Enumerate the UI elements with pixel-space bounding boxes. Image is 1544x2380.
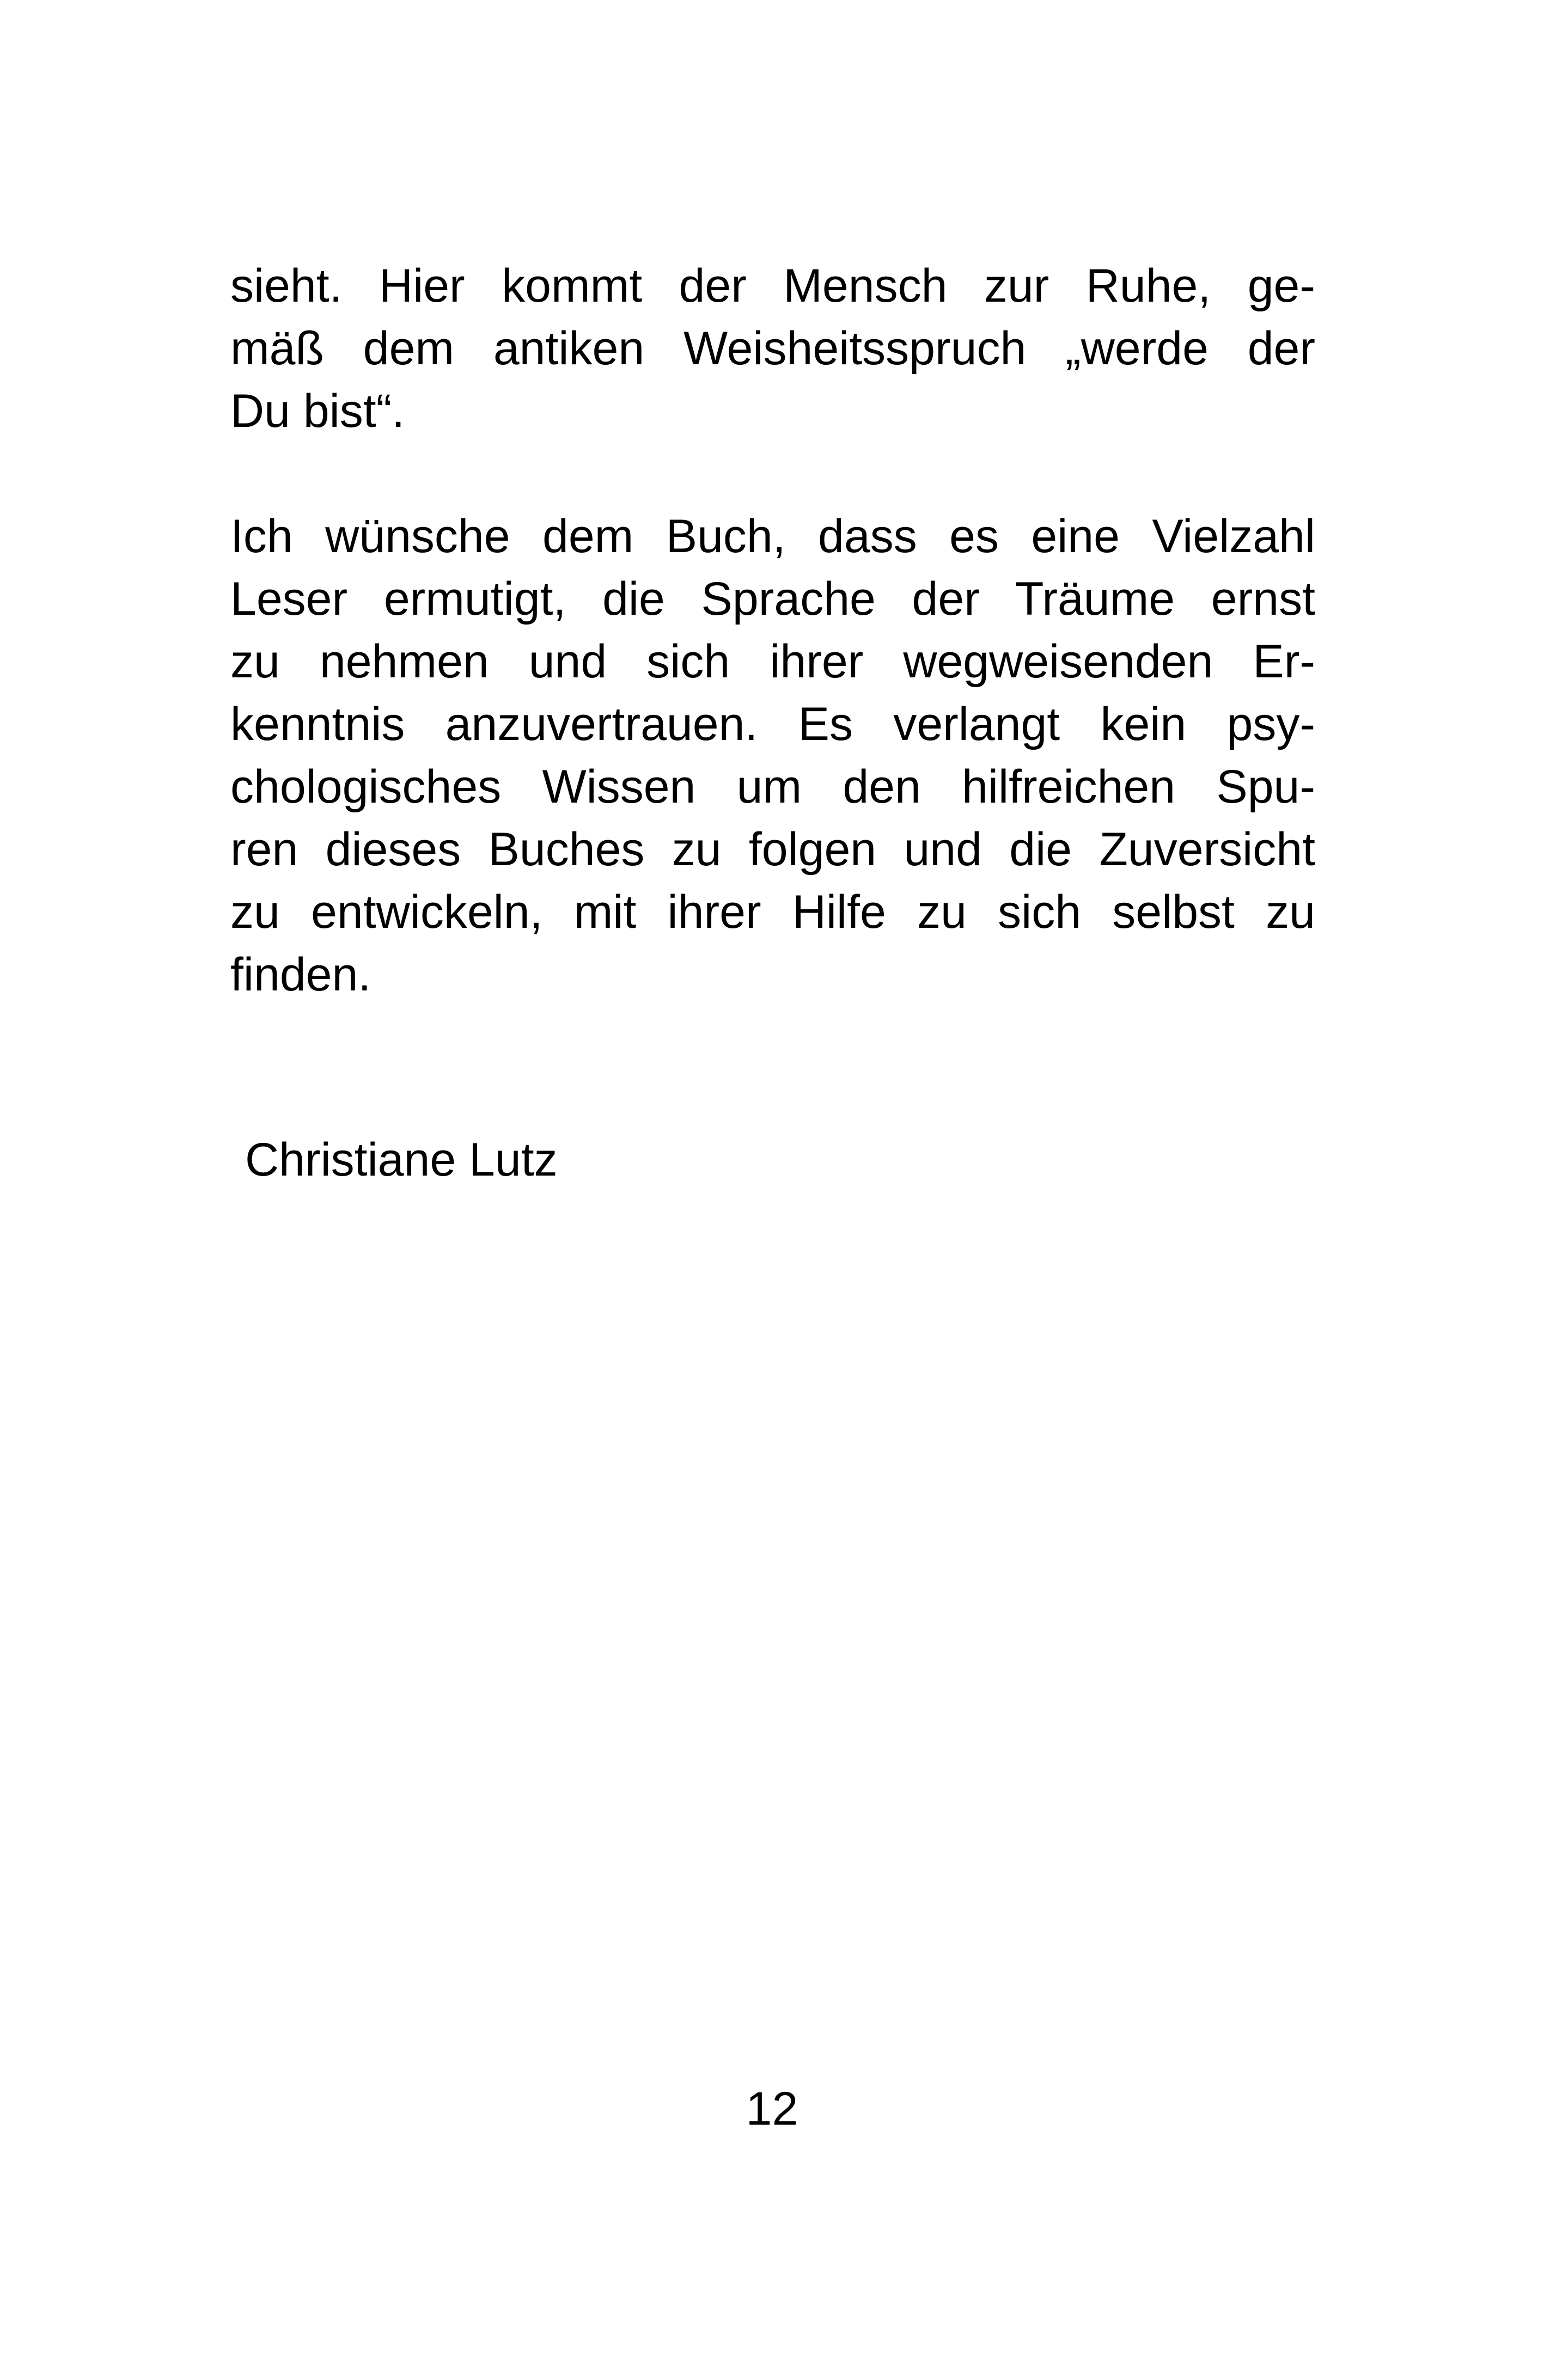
paragraph-1 — [230, 255, 1315, 443]
text-line: Leser ermutigt, die Sprache der Träume ernst — [230, 573, 1315, 625]
author-signature: Christiane Lutz — [245, 1134, 558, 1186]
text-line: kenntnis anzuvertrauen. Es verlangt kein psy- — [230, 698, 1315, 750]
text-line: Ich wünsche dem Buch, dass es eine Vielzahl — [230, 510, 1315, 562]
text-line: finden. — [230, 949, 371, 1001]
text-line: Du bist“. — [230, 385, 405, 437]
text-line: zu entwickeln, mit ihrer Hilfe zu sich selbst zu — [230, 886, 1315, 938]
text-line: sieht. Hier kommt der Mensch zur Ruhe, ge- — [230, 260, 1315, 312]
paragraph-2 — [230, 505, 1315, 1006]
text-line: mäß dem antiken Weisheitsspruch „werde der — [230, 322, 1315, 375]
text-line: ren dieses Buches zu folgen und die Zuversicht — [230, 823, 1315, 876]
text-line: chologisches Wissen um den hilfreichen Spu- — [230, 761, 1315, 813]
page-number: 12 — [746, 2083, 798, 2135]
text-line: zu nehmen und sich ihrer wegweisenden Er- — [230, 635, 1315, 688]
